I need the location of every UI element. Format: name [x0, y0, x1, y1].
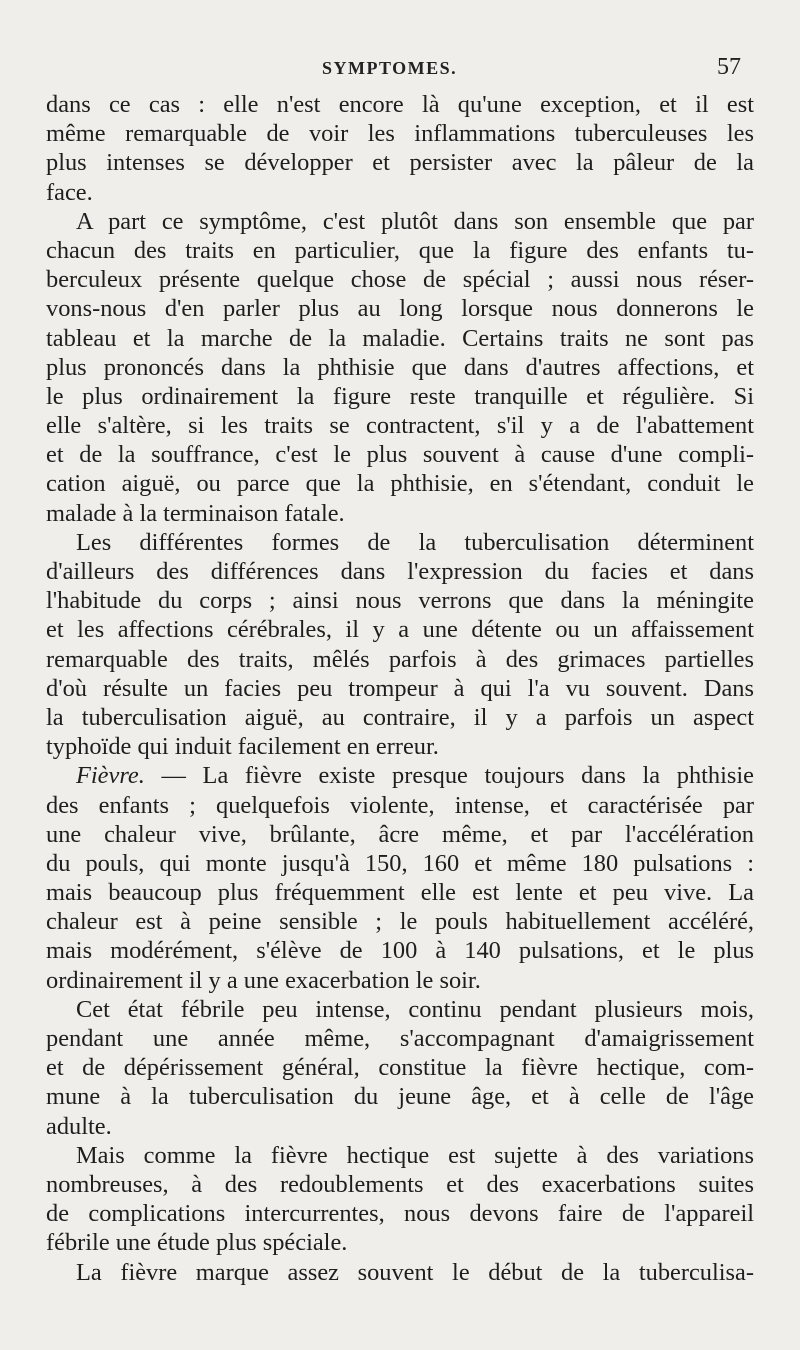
- line-text: nombreuses, à des redoublements et des exacerbations suites: [46, 1170, 754, 1198]
- text-line: [46, 1170, 754, 1199]
- text-line: [46, 615, 754, 644]
- line-text: mais beaucoup plus fréquemment elle est lente et peu vive. La: [46, 879, 754, 907]
- text-line: [46, 966, 754, 995]
- text-line: [46, 674, 754, 703]
- text-line: [46, 294, 754, 323]
- text-line: [46, 411, 754, 440]
- text-line: [46, 936, 754, 965]
- running-head: SYMPTOMES.: [322, 58, 458, 78]
- text-line: [46, 1199, 754, 1228]
- line-text: de complications intercurrentes, nous devons faire de l'appareil: [46, 1200, 754, 1228]
- text-line: [46, 178, 754, 207]
- line-text: l'habitude du corps ; ainsi nous verrons que dans la méningite: [46, 587, 754, 615]
- text-line: [46, 207, 754, 236]
- text-line: [46, 791, 754, 820]
- line-text: adulte.: [46, 1112, 112, 1140]
- line-text: et de la souffrance, c'est le plus souvent à cause d'une compli-: [46, 441, 754, 469]
- line-text: Les différentes formes de la tuberculisation déterminent: [76, 528, 754, 556]
- line-text: berculeux présente quelque chose de spécial ; aussi nous réser-: [46, 266, 754, 294]
- text-line: [46, 236, 754, 265]
- text-line: [46, 1053, 754, 1082]
- line-text: d'où résulte un facies peu trompeur à qui l'a vu souvent. Dans: [46, 674, 754, 702]
- line-text: le plus ordinairement la figure reste tranquille et régulière. Si: [46, 382, 754, 410]
- line-text: Mais comme la fièvre hectique est sujette à des variations: [76, 1141, 754, 1169]
- page-number: 57: [717, 54, 741, 80]
- line-text: fébrile une étude plus spéciale.: [46, 1229, 348, 1257]
- text-line: [46, 907, 754, 936]
- text-line: [46, 703, 754, 732]
- line-text: face.: [46, 178, 93, 206]
- line-text: malade à la terminaison fatale.: [46, 499, 345, 527]
- line-text: et les affections cérébrales, il y a une détente ou un affaissement: [46, 616, 754, 644]
- text-line: [46, 1141, 754, 1170]
- line-text: remarquable des traits, mêlés parfois à des grimaces partielles: [46, 645, 754, 673]
- text-line: [46, 732, 754, 761]
- line-text: — La fièvre existe presque toujours dans la phthisie: [144, 762, 754, 790]
- line-text: La fièvre marque assez souvent le début de la tuberculisa-: [76, 1258, 754, 1286]
- section-lead: Fièvre.: [76, 762, 145, 790]
- text-line: [46, 995, 754, 1024]
- line-text: plus prononcés dans la phthisie que dans d'autres affections, et: [46, 353, 754, 381]
- line-text: cation aiguë, ou parce que la phthisie, en s'étendant, conduit le: [46, 470, 754, 498]
- text-line: [46, 440, 754, 469]
- text-line: [46, 119, 754, 148]
- body-text: [46, 90, 754, 1287]
- text-line: [46, 849, 754, 878]
- text-line: [46, 761, 754, 790]
- text-line: [46, 382, 754, 411]
- text-line: [46, 148, 754, 177]
- text-line: [46, 528, 754, 557]
- page-header: [0, 54, 800, 84]
- line-text: typhoïde qui induit facilement en erreur.: [46, 733, 439, 761]
- line-text: dans ce cas : elle n'est encore là qu'une exception, et il est: [46, 91, 754, 118]
- text-line: [46, 878, 754, 907]
- text-line: [46, 499, 754, 528]
- text-line: [46, 324, 754, 353]
- line-text: ordinairement il y a une exacerbation le soir.: [46, 966, 481, 994]
- line-text: vons-nous d'en parler plus au long lorsque nous donnerons le: [46, 295, 754, 323]
- text-line: [46, 90, 754, 119]
- text-line: [46, 1112, 754, 1141]
- text-line: [46, 557, 754, 586]
- line-text: mune à la tuberculisation du jeune âge, et à celle de l'âge: [46, 1083, 754, 1111]
- line-text: et de dépérissement général, constitue la fièvre hectique, com-: [46, 1054, 754, 1082]
- text-line: [46, 586, 754, 615]
- line-text: plus intenses se développer et persister avec la pâleur de la: [46, 149, 754, 177]
- line-text: tableau et la marche de la maladie. Certains traits ne sont pas: [46, 324, 754, 352]
- line-text: du pouls, qui monte jusqu'à 150, 160 et même 180 pulsations :: [46, 849, 754, 877]
- line-text: A part ce symptôme, c'est plutôt dans son ensemble que par: [76, 207, 754, 235]
- line-text: mais modérément, s'élève de 100 à 140 pulsations, et le plus: [46, 937, 754, 965]
- text-line: [46, 645, 754, 674]
- line-text: une chaleur vive, brûlante, âcre même, et par l'accélération: [46, 820, 754, 848]
- text-line: [46, 353, 754, 382]
- line-text: des enfants ; quelquefois violente, intense, et caractérisée par: [46, 791, 754, 819]
- text-line: [46, 265, 754, 294]
- line-text: chaleur est à peine sensible ; le pouls habituellement accéléré,: [46, 908, 754, 936]
- line-text: pendant une année même, s'accompagnant d'amaigrissement: [46, 1025, 754, 1052]
- text-line: [46, 469, 754, 498]
- line-text: d'ailleurs des différences dans l'expression du facies et dans: [46, 558, 754, 585]
- text-line: [46, 1228, 754, 1257]
- line-text: Cet état fébrile peu intense, continu pendant plusieurs mois,: [76, 995, 754, 1023]
- text-line: [46, 1024, 754, 1053]
- text-line: [46, 820, 754, 849]
- line-text: elle s'altère, si les traits se contractent, s'il y a de l'abattement: [46, 412, 754, 440]
- line-text: même remarquable de voir les inflammations tuberculeuses les: [46, 120, 754, 148]
- text-line: [46, 1082, 754, 1111]
- line-text: la tuberculisation aiguë, au contraire, il y a parfois un aspect: [46, 703, 754, 731]
- line-text: chacun des traits en particulier, que la figure des enfants tu-: [46, 236, 754, 264]
- text-line: [46, 1258, 754, 1287]
